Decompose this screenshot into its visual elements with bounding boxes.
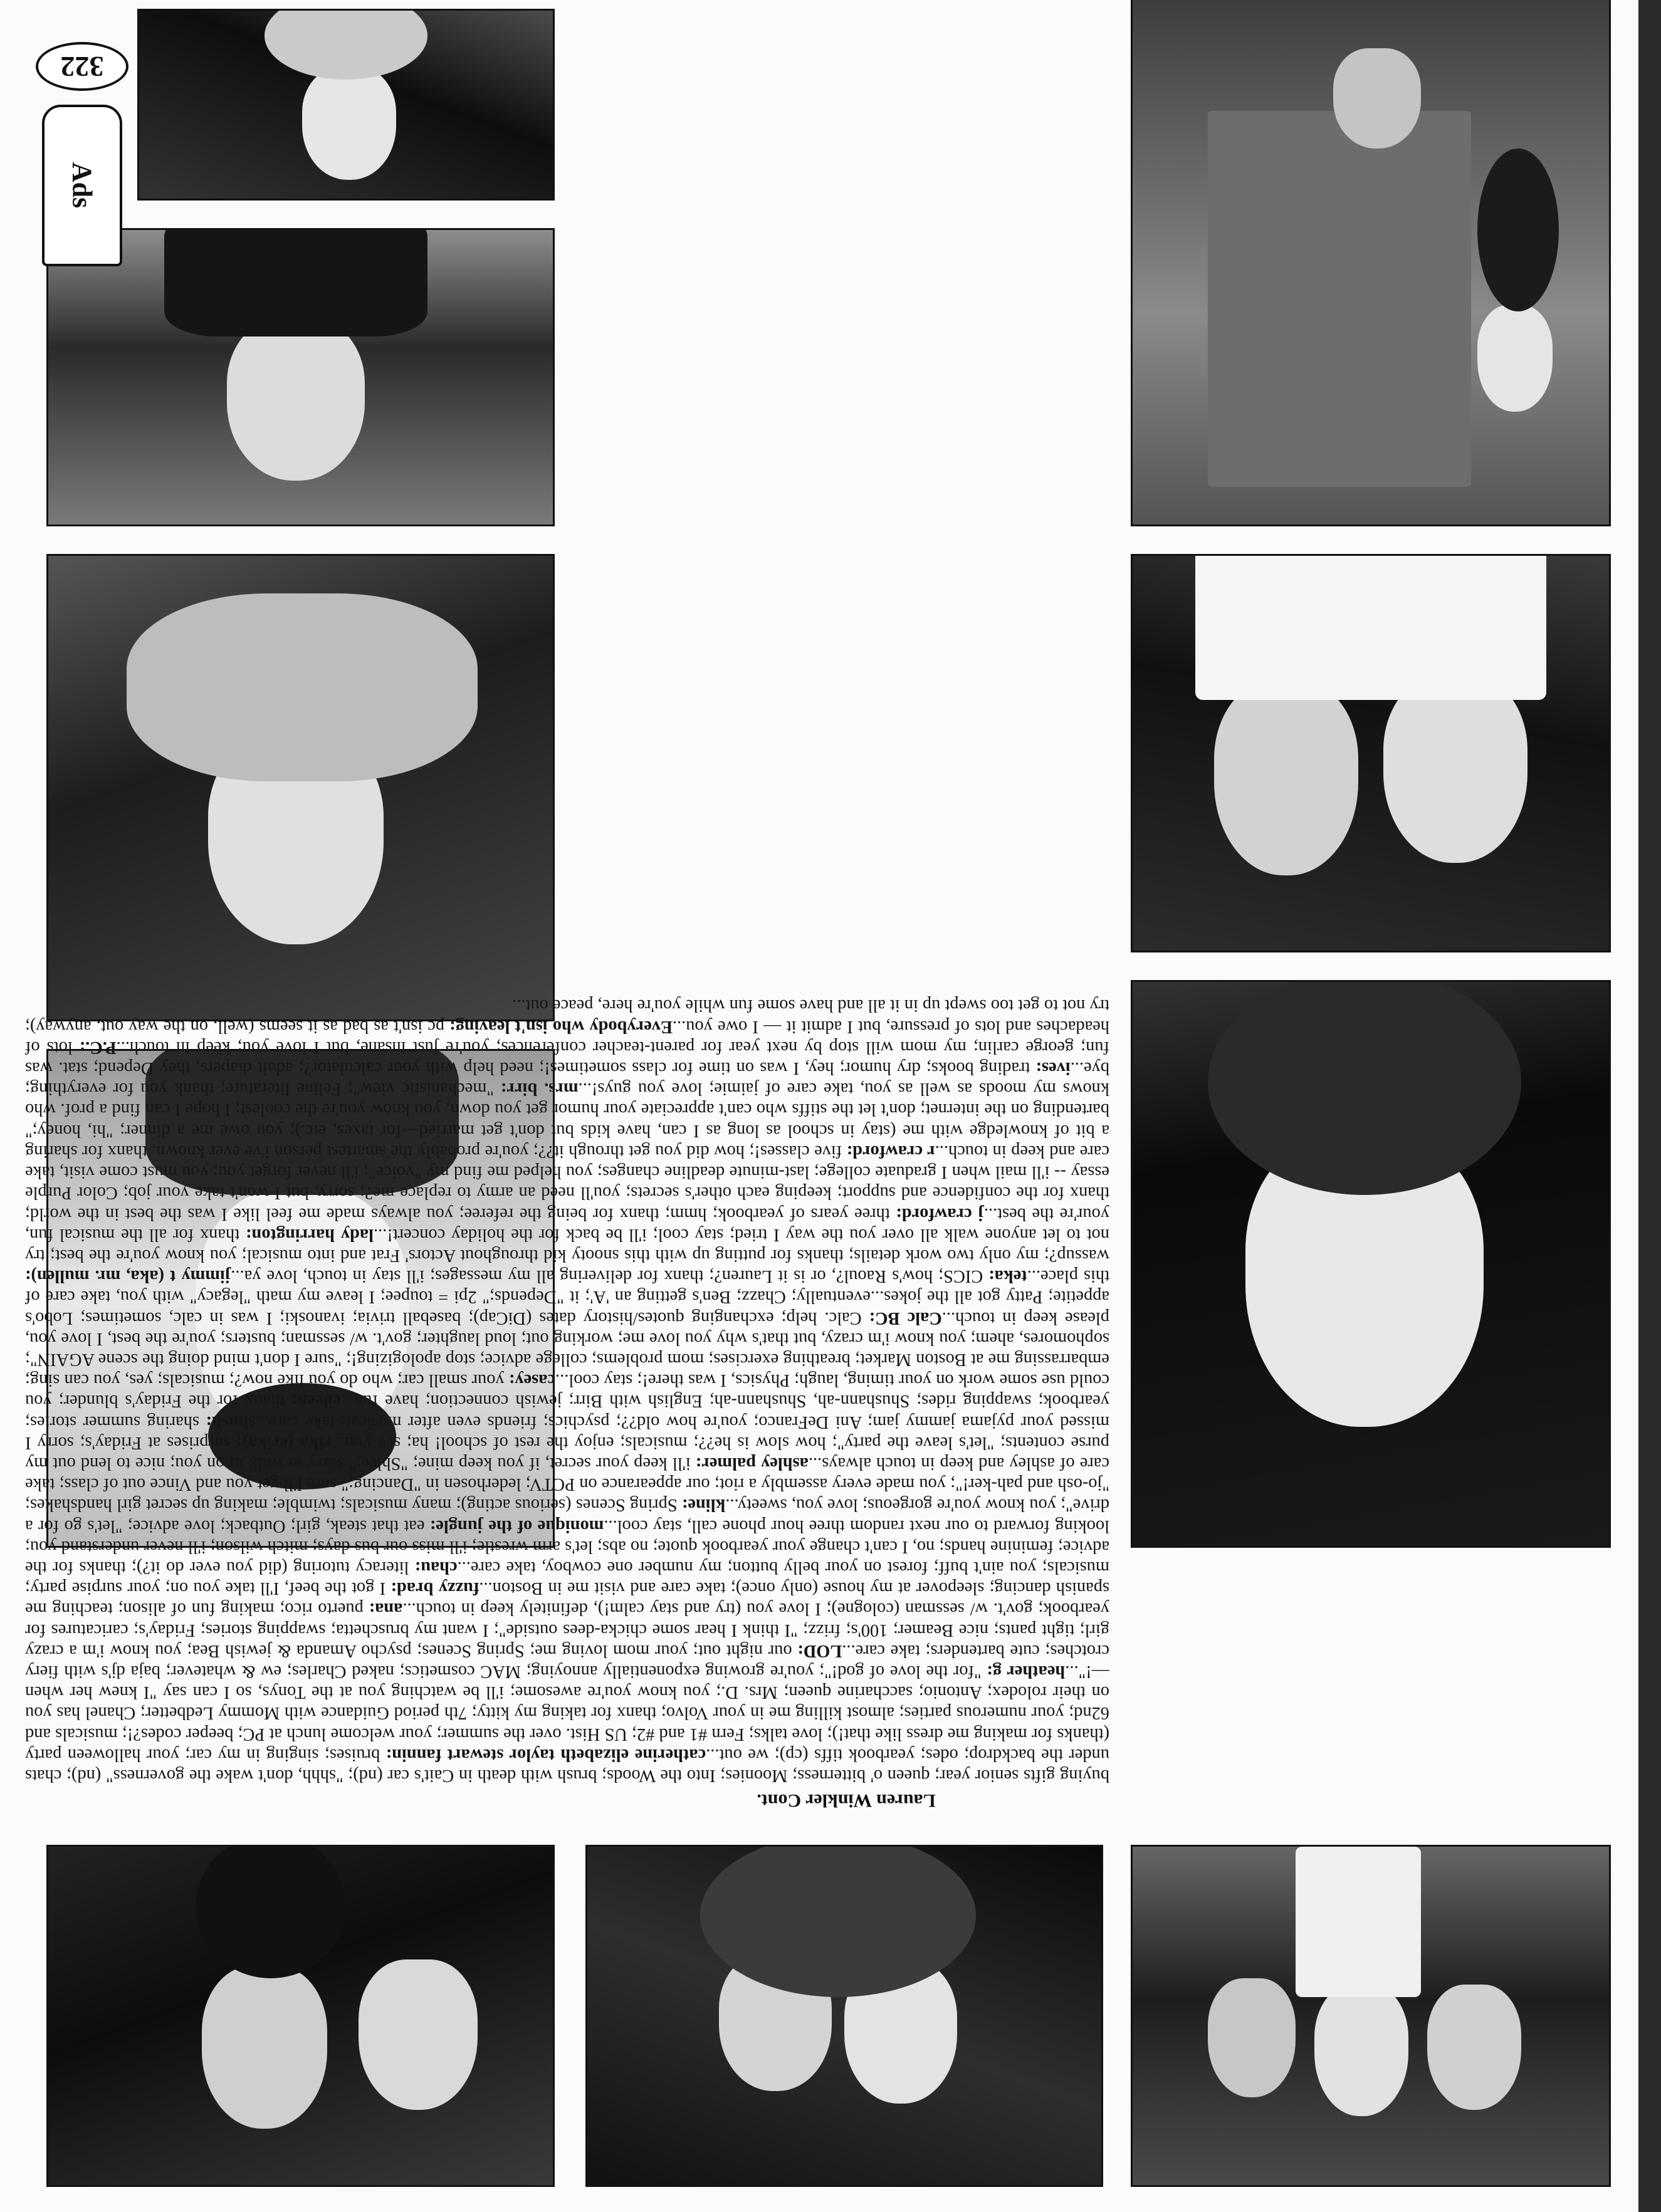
dedication-text: i'll keep your secret, if you keep mine; "Shlee;" sorry to walk in on you; nice to lend out my purse contents; "let's leave the party"; how slow is he??; musicals; enjoy the rest of school! ha; see you... <box>25 1432 1109 1473</box>
dedication-text: wassup?; my only two work details; thanks for putting up with this snooty kid throughout Actors' Frat and into musical; you know you're the best; try not to let anyone walk all over you the way I tried; stay cool; i'll be back for the holiday concert!... <box>25 1224 1109 1265</box>
dedication-name: r crawford: <box>846 1141 935 1161</box>
dedication-name: Everybody who isn't leaving: <box>449 1016 673 1036</box>
dedication-text: three years of yearbook; hmm; thanx for being the referee; you always made me feel like I was the best in the world; thanx for the confidence and support; keeping each other's secrets; you'll need an army to replace me?; sorry, but I won't take your job; Color Purple essay -- i'll mail when I graduate college; last-minute deadline changes; you helped me find my "voice"; i'll never forget you; you must come visit, take care and keep in touch... <box>25 1141 1109 1224</box>
dedication-text: five classes!; how did you get through it??; you're probably the smartest person i've ever known, thanx for sharing a bit of knowledge with me (stay in school as long as I can, have kids but don't get married—for taxes, etc.); you owe me a dinner; "hi, honey;" bartending on the internet; don't let the stiffs who can't appreciate your humor get you down, you know you're the coolest; I hope I can find a prof. who knows my moods as well as you, take care of jaimie; love you guys!... <box>25 1079 1109 1161</box>
dedication-name: eileen: <box>291 1391 341 1411</box>
dedication-name: ives: <box>1035 1058 1071 1078</box>
dedication-name: P.C.: <box>79 1037 117 1057</box>
dedication-text: eat that steak, girl; Outback; love advice; "let's go for a drive"; you know you're gorgeous; love you, sweety... <box>25 1495 1109 1536</box>
dedication-text: CICS; how's Raoul?, or is it Lauren?; thanx for delivering all my messages; i'll stay in touch, love ya... <box>231 1266 989 1286</box>
dedication-name: j crawford: <box>896 1204 984 1224</box>
dedication-text: our night out; your mom loving me; Spring Scenes; psycho Amanda & jewish Bea; you know i'm a crazy girl; tight pants; nice Beamer; 100's; frizz; "I think I hear some chicka-dees outside"; I want my bruschetta; swapping stories; Friday's; caricatures for yearbook; gov't. w/ sessman (cologne); I love you (try and stay calm!), definitely keep in touch... <box>25 1599 1109 1661</box>
page-edge-shadow <box>1638 0 1661 2212</box>
dedication-text: bruises; singing in my car; your halloween party (thanks for making me dress like that!); love talks; Fern #1 and #2; US Hist. over the summer; your welcome lunch at PC; beeper codes?!; musicals and 62nd; your numerous parties; almost killing me in your Volvo; thanx for taking my kitty; 7th period Guidance with Mommy Ledbetter; Chanel has you on their rolodex; Antonio; saccharine queen; Mrs. D.; you know you're awesome; i'll be watching you at the Tonys, so I can say "I knew her when—!"... <box>25 1661 1109 1765</box>
dedication-text: Spring Scenes (serious acting); many musicals; twimble; making up secret girl handshakes; "jo-osh and pah-ker!"; you made every assembly a riot; our appearance on PCTV; lederhosen in "Dancing;" sure I'll get you and Vince out of class; take care of ashley and keep in touch always... <box>25 1453 1109 1515</box>
dedication-text: buying gifts senior year; queen o' bitterness; Moonies; Into the Woods; brush with death in Cait's car (nd); "shhh, don't wake the governess" (nd); chats under the backdrop; odes; yearbook tiffs (cp); we out... <box>25 1745 1109 1785</box>
page-number: 322 <box>36 42 128 91</box>
dedication-name: kline: <box>681 1495 726 1515</box>
dedication-text: Calc. help; exchanging quotes/history dates (DiCap); baseball trivia; ivanoski; I was in calc, sometimes; Lobo's appetite; Patty got all the jokes...eventually; Chazz; Ben's getting an 'A'; it "Depends;" 2pi = toupee; I leave my math "legacy" with you, take care of this place... <box>25 1266 1109 1328</box>
body-text-content <box>25 6 1109 1786</box>
dedication-text: "mechanistic view"; Feline literature; thank you for everything; bye... <box>25 1058 1109 1099</box>
dedication-text: trading books; dry humor; hey, I was on time for class sometimes!; need help with your calculator?; adult diapers, they Depend; stat. was fun; george carlin; my mom will stop by next year for parent-teacher conferences; you're just insane, but I love you; keep in touch... <box>25 1037 1109 1078</box>
dedication-text: I got the beef, I'll take you on; your surpise party; musicals; you ain't buff; forest on your belly button; my number one cowboy, take care... <box>25 1557 1109 1599</box>
dedication-text: your small car; who do you like now?; musicals; yes, you can sing; embarrassing me at Boston Market; breathing exercises; mom problems; college advice; stop apologizing!; "sure I don't mind doing the scene AGAIN"; sophomores, ahem; you know i'm crazy, but that's why you love me; working out; loud laughter; gov't. w/ sessman; busters; you're the best, I love you, please keep in touch... <box>25 1308 1109 1390</box>
dedication-name: chau: <box>414 1557 458 1577</box>
dedication-text: lots of headaches and lots of pressure, but I admit it — I owe you... <box>25 1016 1109 1057</box>
dedication-text: pc isn't as bad as it seems (well, on the way out, anyway); try not to get too swept up in it all and have some fun while you're here, peace out... <box>25 996 1109 1036</box>
page-heading: Lauren Winkler Cont. <box>757 1790 936 1811</box>
dedication-text: "for the love of god!"; you're growing exponentially annoying; MAC cosmetics; naked Charles; ew & whatever; baja dj's with fiery crotches; cute bartenders; take care... <box>25 1641 1109 1681</box>
dedication-text: literacy tutoring (did you ever do it?); thanks for the advice; feminine hands; no, I can't change your yearbook quote; no abs; let's arm wrestle; i'll miss our bus days; mitch wilson; i'll never understand you; looking forward to our next random three hour phone call, stay cool... <box>25 1516 1109 1577</box>
dedication-text: sharing summer stories; yearbook; swapping rides; Shushann-ah, Shushann-ah; English with Birr; jewish connection; have fun... <box>25 1391 1109 1432</box>
dedication-name: monique of the jungle: <box>429 1516 604 1536</box>
dedication-name: LOD: <box>797 1641 842 1661</box>
dedication-name: casey: <box>508 1370 556 1390</box>
dedication-name: rika (erika): <box>236 1432 332 1453</box>
dedication-name: jimmy t (aka, mr. mullen): <box>25 1266 231 1286</box>
dedication-text: puerto rico; making fun of alison; teaching me spanish dancing; sleepover at my house (only once); take care and visit me in Boston... <box>25 1578 1109 1619</box>
dedication-name: teka: <box>988 1266 1027 1286</box>
dedication-name: fuzzy brad: <box>390 1578 479 1599</box>
dedication-name: mrs. birr: <box>500 1079 579 1099</box>
dedication-name: ana: <box>369 1599 403 1619</box>
dedication-text: thanx for all the musical fun, your're the best... <box>25 1204 1109 1244</box>
dedication-text: thanx for the Friday's blunder; you could use some work on your timing, laugh; Physics, I was there!; stay cool... <box>25 1370 1109 1411</box>
dedication-name: catherine elizabeth taylor stewart fannin: <box>385 1745 706 1765</box>
dedication-name: heather g: <box>987 1661 1066 1681</box>
section-tab-label: Ads <box>66 162 98 209</box>
dedication-text: surprises at Friday's; sorry I missed your pyjama jammy jam; Ani DeFranco; you're how old??; psychics; friends even after musical; take care... <box>25 1412 1109 1453</box>
dedication-name: lady harrington: <box>246 1224 374 1244</box>
dedication-name: shush: <box>206 1412 256 1432</box>
dedication-name: Calc BC: <box>869 1308 942 1328</box>
dedication-name: ashley palmer: <box>695 1453 809 1473</box>
